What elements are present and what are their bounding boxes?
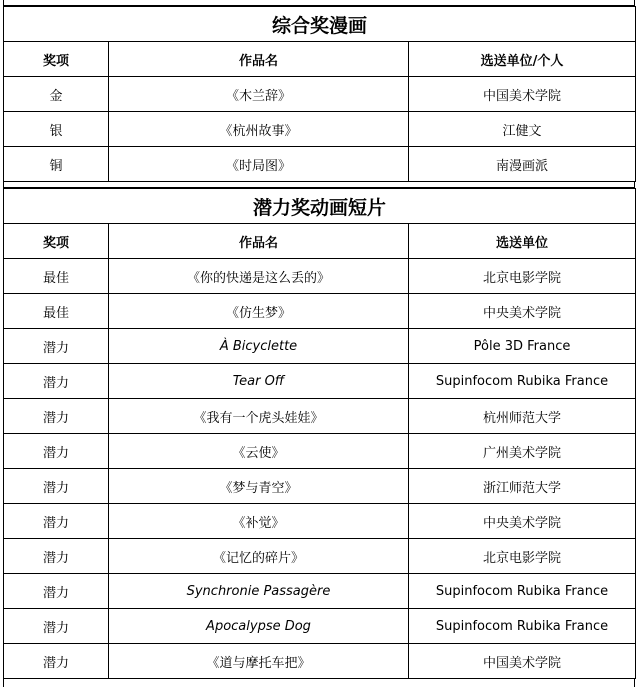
work-cell: 《云使》	[109, 434, 409, 469]
table-row	[4, 644, 636, 679]
unit-cell: Supinfocom Rubika France	[409, 574, 636, 609]
unit-cell: Supinfocom Rubika France	[409, 609, 636, 644]
unit-cell: 北京电影学院	[409, 539, 636, 574]
section-title: 综合奖漫画	[4, 7, 636, 42]
awards-document	[3, 0, 635, 687]
award-cell: 潜力	[4, 644, 109, 679]
work-cell: Apocalypse Dog	[109, 609, 409, 644]
award-cell: 潜力	[4, 329, 109, 364]
work-cell: À Bicyclette	[109, 329, 409, 364]
animation-awards-table	[3, 188, 636, 679]
work-cell: 《仿生梦》	[109, 294, 409, 329]
table-row	[4, 609, 636, 644]
award-cell: 金	[4, 77, 109, 112]
unit-cell: 浙江师范大学	[409, 469, 636, 504]
section-title: 潜力奖动画短片	[4, 189, 636, 224]
column-header-work: 作品名	[109, 224, 409, 259]
table-row	[4, 77, 636, 112]
work-cell: 《杭州故事》	[109, 112, 409, 147]
work-cell: 《我有一个虎头娃娃》	[109, 399, 409, 434]
table-row	[4, 504, 636, 539]
column-header-award: 奖项	[4, 42, 109, 77]
award-cell: 银	[4, 112, 109, 147]
work-cell: 《木兰辞》	[109, 77, 409, 112]
table-row	[4, 364, 636, 399]
unit-cell: 中央美术学院	[409, 294, 636, 329]
award-cell: 潜力	[4, 504, 109, 539]
award-cell: 最佳	[4, 259, 109, 294]
award-cell: 潜力	[4, 434, 109, 469]
unit-cell: 杭州师范大学	[409, 399, 636, 434]
table-row	[4, 259, 636, 294]
table-row	[4, 399, 636, 434]
work-cell: Synchronie Passagère	[109, 574, 409, 609]
table-row	[4, 294, 636, 329]
unit-cell: 江健文	[409, 112, 636, 147]
unit-cell: 中央美术学院	[409, 504, 636, 539]
column-header-unit: 选送单位	[409, 224, 636, 259]
work-cell: 《道与摩托车把》	[109, 644, 409, 679]
comic-awards-table	[3, 6, 636, 182]
table-row	[4, 469, 636, 504]
work-cell: 《时局图》	[109, 147, 409, 182]
table-row	[4, 574, 636, 609]
work-cell: 《补觉》	[109, 504, 409, 539]
column-header-award: 奖项	[4, 224, 109, 259]
unit-cell: 南漫画派	[409, 147, 636, 182]
table-row	[4, 434, 636, 469]
table-bottom-edge	[3, 679, 635, 687]
column-header-unit: 选送单位/个人	[409, 42, 636, 77]
unit-cell: Supinfocom Rubika France	[409, 364, 636, 399]
table-row	[4, 112, 636, 147]
award-cell: 潜力	[4, 399, 109, 434]
unit-cell: 中国美术学院	[409, 77, 636, 112]
award-cell: 潜力	[4, 574, 109, 609]
table-row	[4, 329, 636, 364]
award-cell: 潜力	[4, 364, 109, 399]
work-cell: 《梦与青空》	[109, 469, 409, 504]
table-row	[4, 539, 636, 574]
award-cell: 潜力	[4, 609, 109, 644]
unit-cell: Pôle 3D France	[409, 329, 636, 364]
work-cell: 《记忆的碎片》	[109, 539, 409, 574]
table-row	[4, 147, 636, 182]
award-cell: 潜力	[4, 539, 109, 574]
column-header-work: 作品名	[109, 42, 409, 77]
unit-cell: 北京电影学院	[409, 259, 636, 294]
unit-cell: 中国美术学院	[409, 644, 636, 679]
award-cell: 铜	[4, 147, 109, 182]
award-cell: 最佳	[4, 294, 109, 329]
award-cell: 潜力	[4, 469, 109, 504]
unit-cell: 广州美术学院	[409, 434, 636, 469]
work-cell: 《你的快递是这么丢的》	[109, 259, 409, 294]
work-cell: Tear Off	[109, 364, 409, 399]
